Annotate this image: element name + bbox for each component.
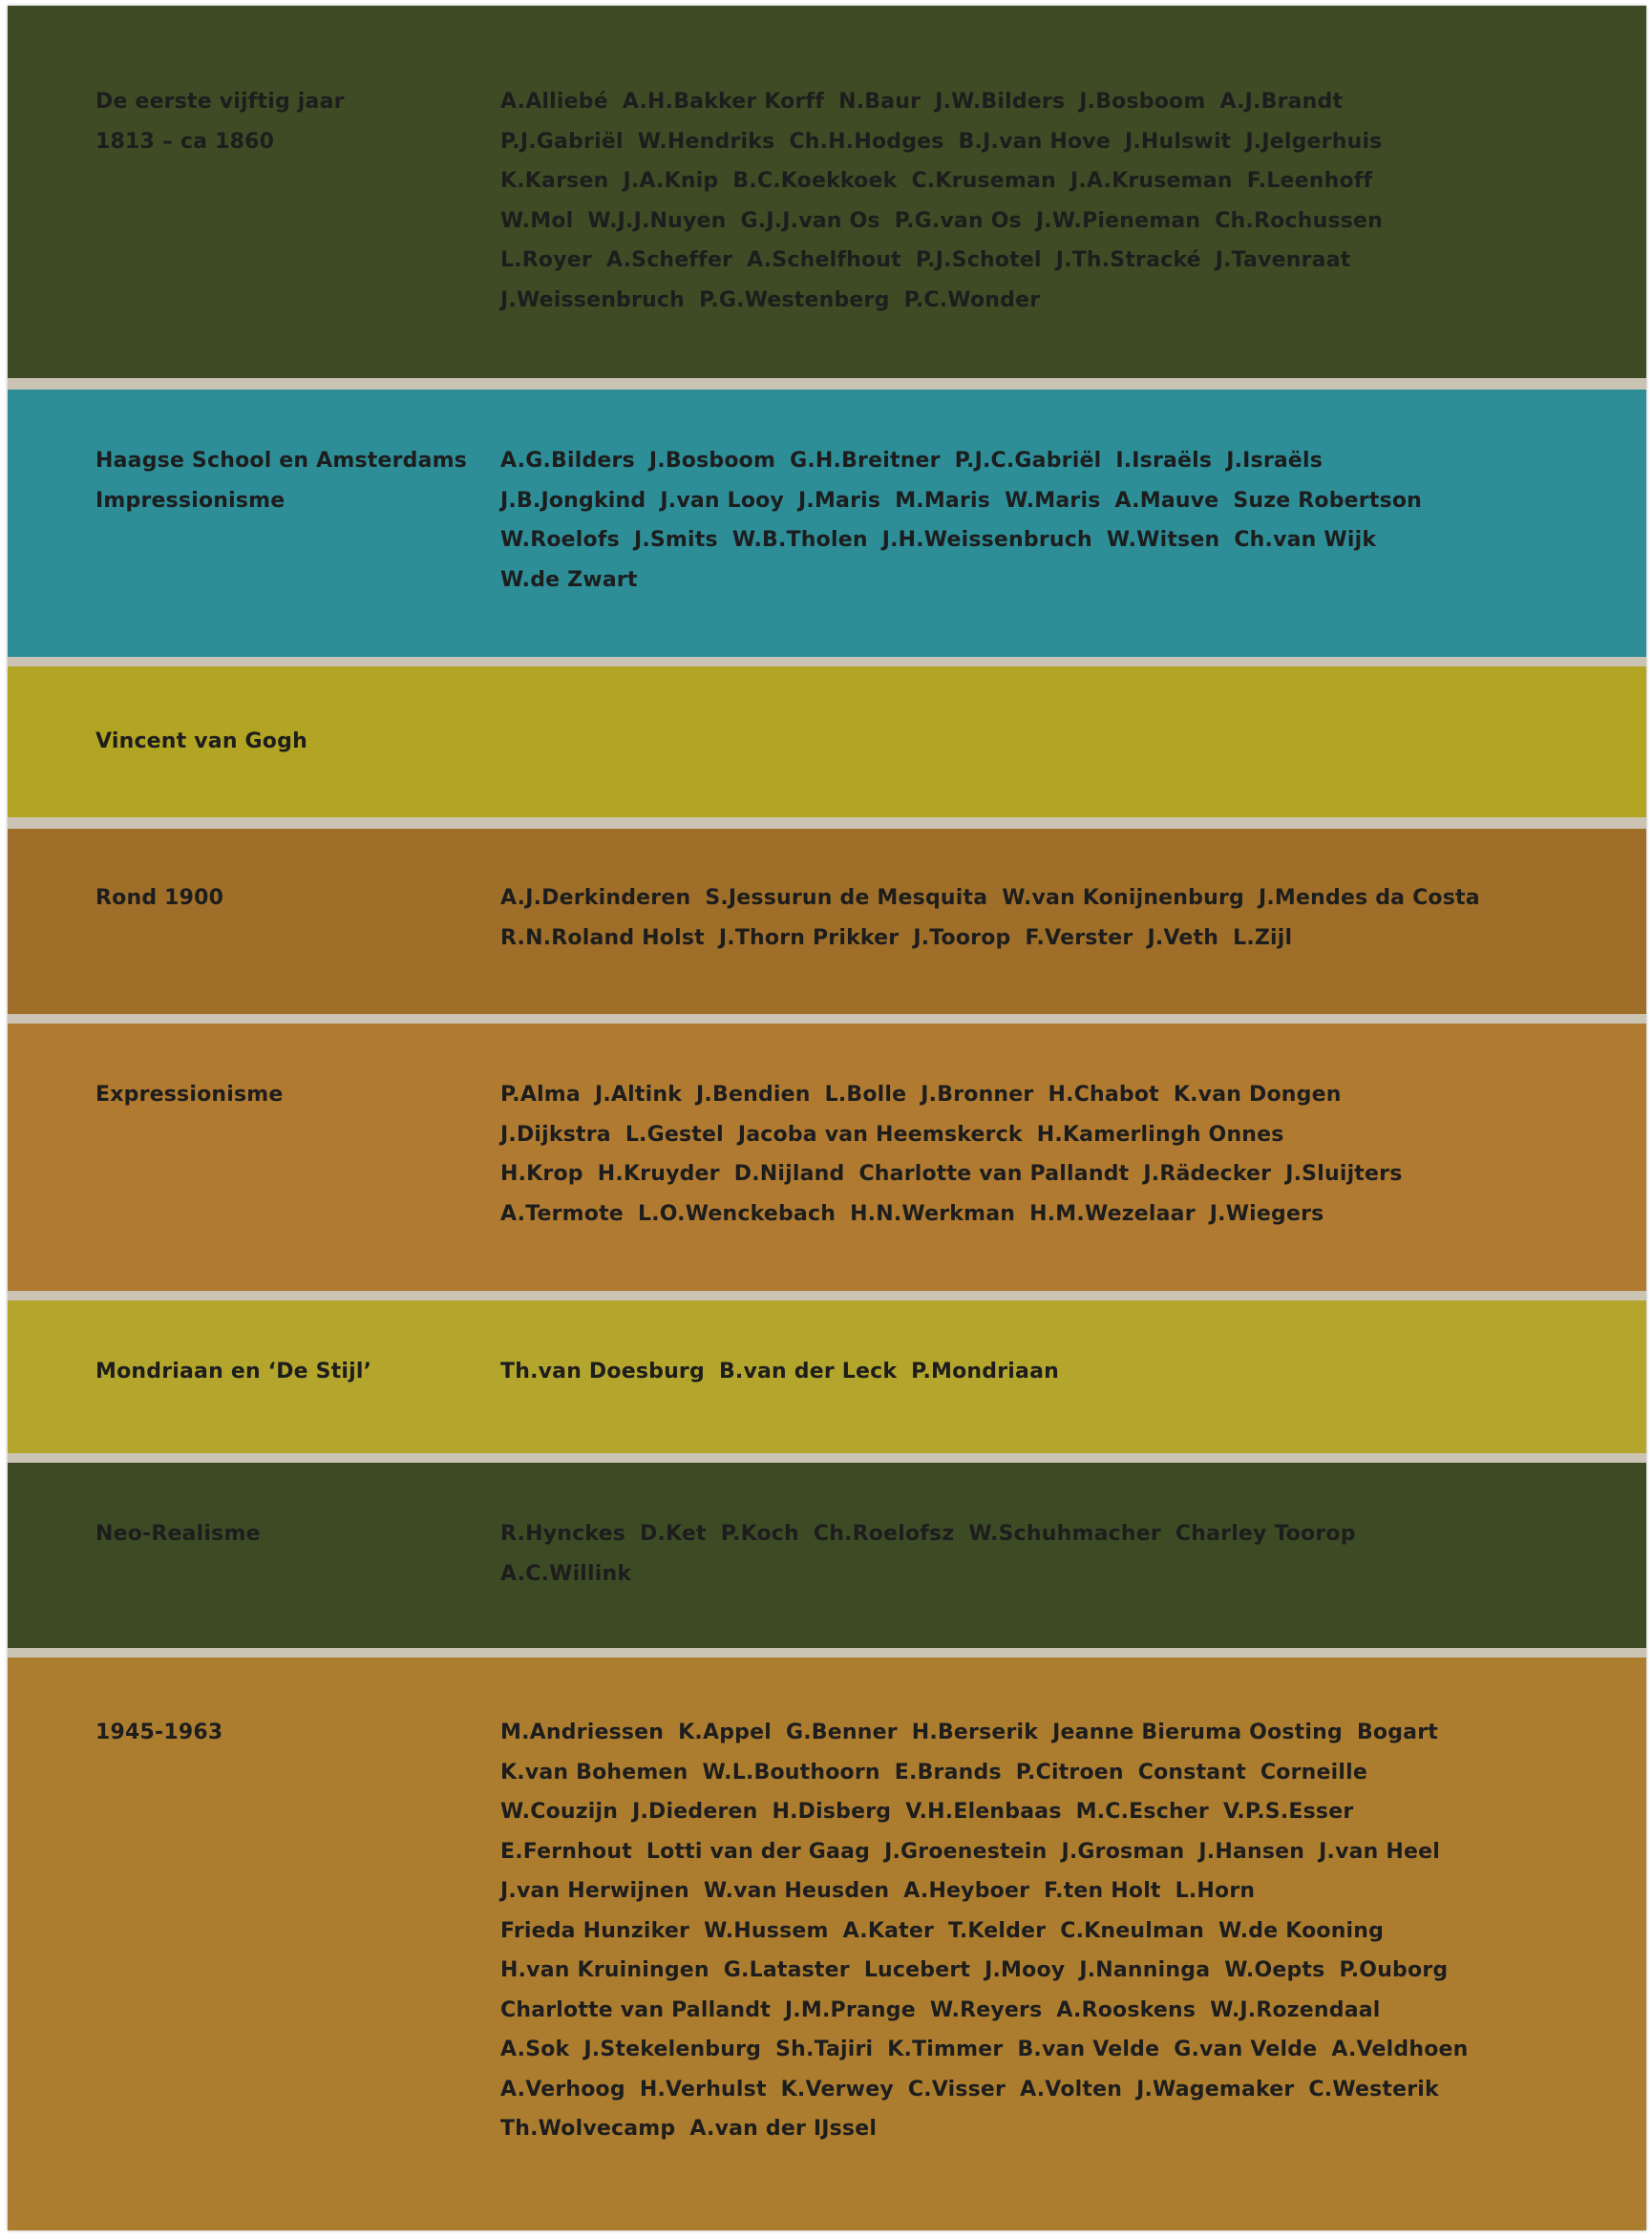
artist-name: A.Volten: [1020, 2077, 1123, 2102]
artist-name: W.de Kooning: [1218, 1918, 1385, 1943]
artist-name: W.de Zwart: [500, 567, 638, 592]
artist-line: [500, 1514, 1627, 1554]
artist-name: Constant: [1137, 1760, 1246, 1785]
artist-line: [500, 122, 1627, 162]
section-title: [95, 441, 497, 521]
artist-name: J.Thorn Prikker: [718, 925, 900, 950]
section-title-line: Rond 1900: [95, 886, 224, 910]
artist-name: J.Jelgerhuis: [1245, 129, 1383, 154]
artist-name: P.G.van Os: [894, 208, 1022, 233]
section-expressionisme: [8, 1024, 1646, 1291]
artist-name: A.Sok: [500, 2038, 570, 2061]
section-title-line: Vincent van Gogh: [95, 729, 307, 753]
artist-name: F.ten Holt: [1044, 1879, 1161, 1903]
artist-name: H.M.Wezelaar: [1029, 1201, 1196, 1226]
artist-name: J.Weissenbruch: [500, 287, 686, 312]
section-title: [95, 722, 497, 762]
artist-name: M.Maris: [895, 488, 991, 513]
artist-line: [500, 878, 1627, 919]
artist-name: T.Kelder: [948, 1918, 1047, 1943]
artist-name: H.Disberg: [772, 1800, 892, 1824]
section-title-line: Haagse School en Amsterdams: [95, 449, 468, 473]
artist-name: J.Smits: [633, 528, 718, 552]
artist-name: W.Hussem: [704, 1918, 829, 1943]
artist-line: [500, 919, 1627, 959]
artist-name: L.O.Wenckebach: [637, 1201, 837, 1226]
artist-name: P.J.C.Gabriël: [954, 449, 1102, 473]
book-cover: [8, 6, 1646, 2230]
artist-name: L.Bolle: [824, 1083, 907, 1107]
artist-name: J.Diederen: [632, 1800, 758, 1824]
artist-name: J.Groenestein: [884, 1839, 1048, 1864]
artist-name: V.H.Elenbaas: [905, 1800, 1062, 1824]
artist-name: H.N.Werkman: [850, 1201, 1016, 1226]
section-subtitle-line: 1813 – ca 1860: [95, 130, 275, 154]
artist-name: W.van Heusden: [703, 1879, 890, 1903]
artist-name: H.Krop: [500, 1162, 583, 1186]
artist-name: F.Verster: [1025, 925, 1133, 950]
artist-line: [500, 201, 1627, 242]
artist-line: [500, 281, 1627, 321]
artist-name: D.Nijland: [733, 1162, 845, 1186]
artist-name: P.J.Gabriël: [500, 129, 624, 154]
artist-name: L.Royer: [500, 248, 592, 272]
artist-name: Jeanne Bieruma Oosting: [1052, 1721, 1343, 1744]
artist-name: L.Horn: [1175, 1879, 1256, 1903]
artist-name: G.van Velde: [1174, 2038, 1318, 2061]
artist-name: J.M.Prange: [784, 1997, 916, 2022]
artist-name: J.Sluijters: [1285, 1162, 1403, 1186]
artist-name: W.Couzijn: [500, 1800, 619, 1824]
artist-name: W.Schuhmacher: [968, 1522, 1161, 1546]
artist-name: A.Verhoog: [500, 2077, 625, 2102]
artist-name: M.Andriessen: [500, 1721, 665, 1744]
section-title-line: 1945-1963: [95, 1721, 223, 1744]
artist-list: [500, 1713, 1627, 2149]
artist-name: J.Israëls: [1226, 449, 1324, 473]
artist-name: P.Ouborg: [1339, 1958, 1449, 1982]
section-neo-realisme: [8, 1463, 1646, 1648]
artist-name: J.Bendien: [696, 1083, 811, 1107]
section-van-gogh: [8, 666, 1646, 817]
section-title-line: De eerste vijftig jaar: [95, 90, 345, 114]
artist-name: H.van Kruiningen: [500, 1958, 710, 1982]
artist-line: [500, 1194, 1627, 1235]
artist-name: J.Maris: [798, 488, 881, 513]
section-title-line: Expressionisme: [95, 1083, 284, 1107]
artist-list: [500, 1352, 1627, 1392]
artist-name: A.Kater: [842, 1918, 934, 1943]
artist-name: J.H.Weissenbruch: [881, 528, 1092, 552]
section-title-line: Neo-Realisme: [95, 1522, 261, 1546]
artist-name: A.H.Bakker Korff: [622, 90, 825, 114]
artist-name: P.Alma: [500, 1083, 581, 1107]
artist-line: [500, 1753, 1627, 1793]
artist-line: [500, 1792, 1627, 1832]
artist-name: P.G.Westenberg: [699, 287, 890, 312]
artist-line: [500, 241, 1627, 281]
artist-name: H.Berserik: [911, 1721, 1039, 1744]
artist-name: Bogart: [1356, 1721, 1438, 1744]
artist-name: P.Koch: [720, 1522, 799, 1546]
artist-name: Th.van Doesburg: [500, 1360, 705, 1384]
section-title-line: Mondriaan en ‘De Stijl’: [95, 1360, 372, 1384]
artist-name: J.Hansen: [1198, 1839, 1305, 1864]
artist-name: E.Fernhout: [500, 1839, 632, 1864]
artist-name: G.H.Breitner: [790, 449, 941, 473]
artist-name: A.J.Derkinderen: [500, 886, 691, 910]
artist-name: J.W.Bilders: [935, 90, 1066, 114]
artist-list: [500, 82, 1627, 320]
artist-name: K.Appel: [678, 1721, 772, 1744]
artist-name: Sh.Tajiri: [775, 2038, 874, 2061]
artist-name: J.Mooy: [985, 1958, 1066, 1982]
artist-list: [500, 878, 1627, 958]
artist-line: [500, 560, 1627, 601]
artist-name: J.Wagemaker: [1136, 2077, 1295, 2102]
artist-name: G.J.J.van Os: [740, 208, 880, 233]
artist-name: J.Wiegers: [1209, 1201, 1324, 1226]
artist-name: C.Visser: [907, 2077, 1006, 2102]
artist-name: K.Verwey: [780, 2077, 894, 2102]
artist-name: J.Tavenraat: [1215, 248, 1351, 272]
artist-line: [500, 2109, 1627, 2149]
artist-name: W.J.J.Nuyen: [587, 208, 727, 233]
artist-name: P.J.Schotel: [915, 248, 1042, 272]
artist-name: A.Rooskens: [1056, 1997, 1197, 2022]
artist-name: J.Stekelenburg: [583, 2038, 762, 2061]
artist-name: A.Mauve: [1114, 488, 1219, 513]
section-eerste-vijftig-jaar: [8, 6, 1646, 378]
artist-name: A.Schelfhout: [747, 248, 901, 272]
artist-name: A.van der IJssel: [689, 2117, 878, 2141]
artist-name: Ch.Rochussen: [1215, 208, 1384, 233]
artist-name: A.Alliebé: [500, 90, 608, 114]
artist-name: J.Mendes da Costa: [1258, 886, 1480, 910]
artist-name: W.L.Bouthoorn: [702, 1760, 880, 1785]
artist-name: J.Bosboom: [648, 449, 776, 473]
artist-name: A.J.Brandt: [1219, 90, 1344, 114]
section-title: [95, 82, 497, 162]
artist-name: Jacoba van Heemskerck: [737, 1122, 1023, 1147]
artist-name: W.Oepts: [1224, 1958, 1325, 1982]
artist-name: J.van Herwijnen: [500, 1879, 689, 1903]
artist-line: [500, 1352, 1627, 1392]
artist-line: [500, 1115, 1627, 1155]
artist-name: K.Timmer: [887, 2038, 1004, 2061]
artist-name: G.Lataster: [723, 1958, 850, 1982]
artist-name: J.A.Kruseman: [1070, 169, 1233, 193]
artist-line: [500, 520, 1627, 560]
artist-name: K.van Bohemen: [500, 1760, 688, 1785]
artist-name: Corneille: [1260, 1760, 1367, 1785]
artist-name: J.A.Knip: [623, 169, 719, 193]
artist-name: K.Karsen: [500, 169, 609, 193]
section-title: [95, 1352, 497, 1392]
artist-name: D.Ket: [640, 1522, 707, 1546]
artist-name: W.Witsen: [1106, 528, 1220, 552]
artist-name: E.Brands: [894, 1760, 1002, 1785]
artist-name: I.Israëls: [1115, 449, 1213, 473]
artist-name: J.Dijkstra: [500, 1122, 611, 1147]
artist-line: [500, 1991, 1627, 2031]
artist-name: W.van Konijnenburg: [1002, 886, 1244, 910]
section-haagse-school: [8, 390, 1646, 657]
artist-line: [500, 1871, 1627, 1912]
artist-name: J.van Looy: [660, 488, 785, 513]
section-title: [95, 1713, 497, 1753]
artist-line: [500, 1713, 1627, 1753]
artist-name: J.Grosman: [1061, 1839, 1185, 1864]
artist-line: [500, 82, 1627, 122]
artist-name: J.Bosboom: [1079, 90, 1206, 114]
artist-line: [500, 1912, 1627, 1952]
artist-list: [500, 441, 1627, 600]
artist-name: A.Scheffer: [605, 248, 733, 272]
artist-name: J.Rädecker: [1143, 1162, 1272, 1186]
artist-name: L.Gestel: [625, 1122, 724, 1147]
artist-name: J.van Heel: [1319, 1839, 1440, 1864]
artist-name: G.Benner: [785, 1721, 898, 1744]
artist-line: [500, 1075, 1627, 1115]
artist-name: B.C.Koekkoek: [732, 169, 898, 193]
artist-name: Charlotte van Pallandt: [500, 1997, 771, 2022]
artist-line: [500, 161, 1627, 201]
section-1945-1963: [8, 1658, 1646, 2230]
artist-name: A.G.Bilders: [500, 449, 635, 473]
artist-name: V.P.S.Esser: [1222, 1800, 1354, 1824]
artist-name: B.J.van Hove: [958, 129, 1111, 154]
artist-name: H.Kamerlingh Onnes: [1036, 1122, 1284, 1147]
artist-name: H.Chabot: [1048, 1083, 1159, 1107]
section-title: [95, 1075, 497, 1115]
artist-name: R.N.Roland Holst: [500, 925, 705, 950]
artist-name: P.Mondriaan: [911, 1360, 1059, 1384]
section-mondriaan-de-stijl: [8, 1300, 1646, 1453]
artist-name: B.van Velde: [1017, 2038, 1160, 2061]
artist-name: L.Zijl: [1233, 925, 1293, 950]
artist-name: S.Jessurun de Mesquita: [705, 886, 988, 910]
artist-name: A.Veldhoen: [1331, 2038, 1469, 2061]
artist-line: [500, 1554, 1627, 1595]
artist-name: Ch.H.Hodges: [789, 129, 944, 154]
artist-line: [500, 481, 1627, 521]
artist-list: [500, 1514, 1627, 1594]
artist-name: F.Leenhoff: [1246, 169, 1373, 193]
artist-name: C.Westerik: [1308, 2077, 1439, 2102]
artist-name: N.Baur: [838, 90, 921, 114]
artist-name: J.Bronner: [921, 1083, 1034, 1107]
artist-name: C.Kruseman: [911, 169, 1056, 193]
section-title: [95, 1514, 497, 1554]
section-rond-1900: [8, 829, 1646, 1014]
artist-name: W.J.Rozendaal: [1210, 1997, 1381, 2022]
section-title: [95, 878, 497, 919]
artist-line: [500, 2070, 1627, 2110]
artist-name: J.Nanninga: [1079, 1958, 1211, 1982]
artist-name: J.W.Pieneman: [1035, 208, 1201, 233]
artist-name: B.van der Leck: [718, 1360, 898, 1384]
artist-name: K.van Dongen: [1173, 1083, 1342, 1107]
artist-name: W.Hendriks: [637, 129, 775, 154]
artist-line: [500, 441, 1627, 481]
artist-name: W.Reyers: [929, 1997, 1043, 2022]
artist-name: P.Citroen: [1015, 1760, 1124, 1785]
artist-name: M.C.Escher: [1075, 1800, 1209, 1824]
artist-line: [500, 2030, 1627, 2070]
artist-name: J.Altink: [594, 1083, 683, 1107]
artist-name: J.Veth: [1147, 925, 1219, 950]
artist-name: Lotti van der Gaag: [646, 1839, 871, 1864]
artist-line: [500, 1951, 1627, 1991]
artist-list: [500, 1075, 1627, 1234]
artist-name: Suze Robertson: [1233, 488, 1423, 513]
artist-name: P.C.Wonder: [903, 287, 1041, 312]
artist-name: R.Hynckes: [500, 1522, 626, 1546]
artist-line: [500, 1832, 1627, 1872]
artist-name: A.C.Willink: [500, 1561, 632, 1586]
artist-name: W.Maris: [1005, 488, 1101, 513]
artist-name: A.Heyboer: [903, 1879, 1030, 1903]
artist-name: J.Hulswit: [1124, 129, 1232, 154]
artist-name: Lucebert: [863, 1958, 971, 1982]
artist-name: W.Mol: [500, 208, 574, 233]
artist-name: J.Toorop: [913, 925, 1011, 950]
artist-name: C.Kneulman: [1060, 1918, 1205, 1943]
artist-name: Th.Wolvecamp: [500, 2117, 676, 2141]
artist-line: [500, 1154, 1627, 1194]
artist-name: J.B.Jongkind: [500, 488, 646, 513]
artist-name: H.Verhulst: [639, 2077, 767, 2102]
artist-name: Charlotte van Pallandt: [858, 1162, 1130, 1186]
artist-name: Ch.van Wijk: [1234, 528, 1377, 552]
artist-name: Charley Toorop: [1175, 1522, 1356, 1546]
artist-name: H.Kruyder: [597, 1162, 720, 1186]
artist-name: A.Termote: [500, 1201, 624, 1226]
artist-name: W.B.Tholen: [731, 528, 868, 552]
artist-name: J.Th.Stracké: [1055, 248, 1201, 272]
artist-name: Ch.Roelofsz: [813, 1522, 955, 1546]
section-subtitle-line: Impressionisme: [95, 489, 286, 513]
artist-name: W.Roelofs: [500, 528, 620, 552]
artist-name: Frieda Hunziker: [500, 1918, 690, 1943]
